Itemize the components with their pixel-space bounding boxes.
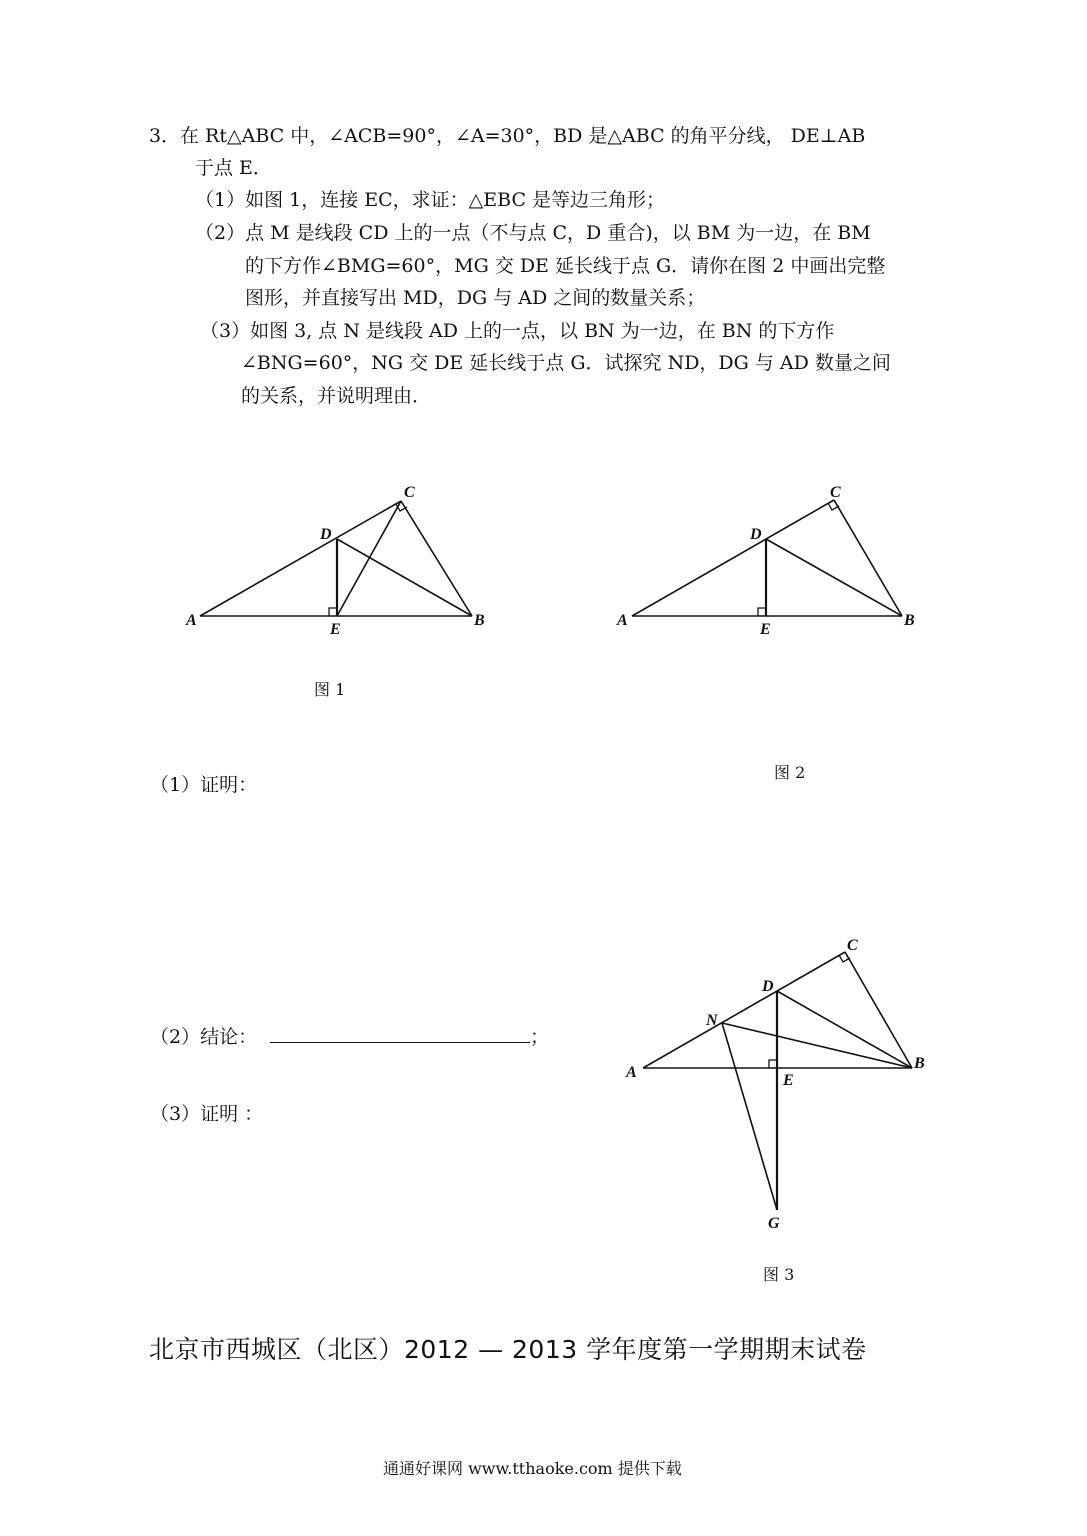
fig3-segment-CB	[845, 952, 912, 1068]
part2-conclusion-end: ；	[530, 1026, 550, 1048]
fig2-label-D: D	[750, 526, 762, 543]
fig3-label-G: G	[768, 1215, 780, 1232]
footer-download-note: 通通好课网 www.tthaoke.com 提供下载	[383, 1459, 682, 1478]
fig2-label-B: B	[904, 612, 915, 629]
fig2-caption: 图 2	[774, 763, 806, 782]
problem-line-1: 在 Rt△ABC 中，∠ACB=90°，∠A=30°，BD 是△ABC 的角平分线， DE⊥AB	[180, 125, 866, 147]
fig3-label-C: C	[847, 937, 858, 954]
problem-line-4: （2）点 M 是线段 CD 上的一点（不与点 C，D 重合)，以 BM 为一边，在 BM	[195, 222, 871, 244]
problem-line-5: 的下方作∠BMG=60°，MG 交 DE 延长线于点 G．请你在图 2 中画出完整	[245, 255, 886, 277]
fig1-caption: 图 1	[314, 680, 346, 699]
fig3-caption: 图 3	[763, 1265, 795, 1284]
problem-line-8: ∠BNG=60°，NG 交 DE 延长线于点 G．试探究 ND，DG 与 AD 数量之间	[241, 352, 891, 374]
fig3-segment-NB	[722, 1023, 912, 1068]
fig3-label-A: A	[626, 1064, 637, 1081]
fig3-label-B: B	[914, 1055, 925, 1072]
fig2-label-C: C	[830, 484, 841, 501]
fig3-label-N: N	[706, 1012, 718, 1029]
fig3-right-angle-E	[769, 1060, 777, 1068]
fig1-label-A: A	[186, 612, 197, 629]
problem-line-3: （1）如图 1，连接 EC，求证：△EBC 是等边三角形；	[195, 189, 666, 211]
problem-line-6: 图形，并直接写出 MD，DG 与 AD 之间的数量关系；	[245, 287, 706, 309]
fig3-label-D: D	[762, 978, 774, 995]
fig3-segment-NG	[722, 1023, 777, 1210]
fig2-label-A: A	[617, 612, 628, 629]
fig3-label-E: E	[783, 1072, 794, 1089]
fig3-right-angle-C	[839, 955, 850, 962]
problem-line-2: 于点 E．	[195, 157, 272, 179]
part2-conclusion-label: （2）结论：	[150, 1026, 258, 1048]
problem-line-7: （3）如图 3, 点 N 是线段 AD 上的一点，以 BN 为一边，在 BN 的下方作	[200, 320, 835, 342]
fig3-segment-AC	[643, 952, 845, 1068]
part3-proof-label: （3）证明 ：	[150, 1103, 264, 1125]
fig3-segment-DB	[777, 991, 912, 1068]
fig1-label-D: D	[320, 526, 332, 543]
fig1-label-E: E	[330, 621, 341, 638]
problem-number: 3．	[149, 125, 181, 147]
fig2-label-E: E	[760, 621, 771, 638]
part1-proof-label: （1）证明：	[150, 774, 258, 796]
problem-line-9: 的关系，并说明理由．	[241, 385, 432, 407]
fig1-label-B: B	[474, 612, 485, 629]
fig1-label-C: C	[404, 484, 415, 501]
exam-title: 北京市西城区（北区）2012 — 2013 学年度第一学期期末试卷	[149, 1335, 867, 1364]
